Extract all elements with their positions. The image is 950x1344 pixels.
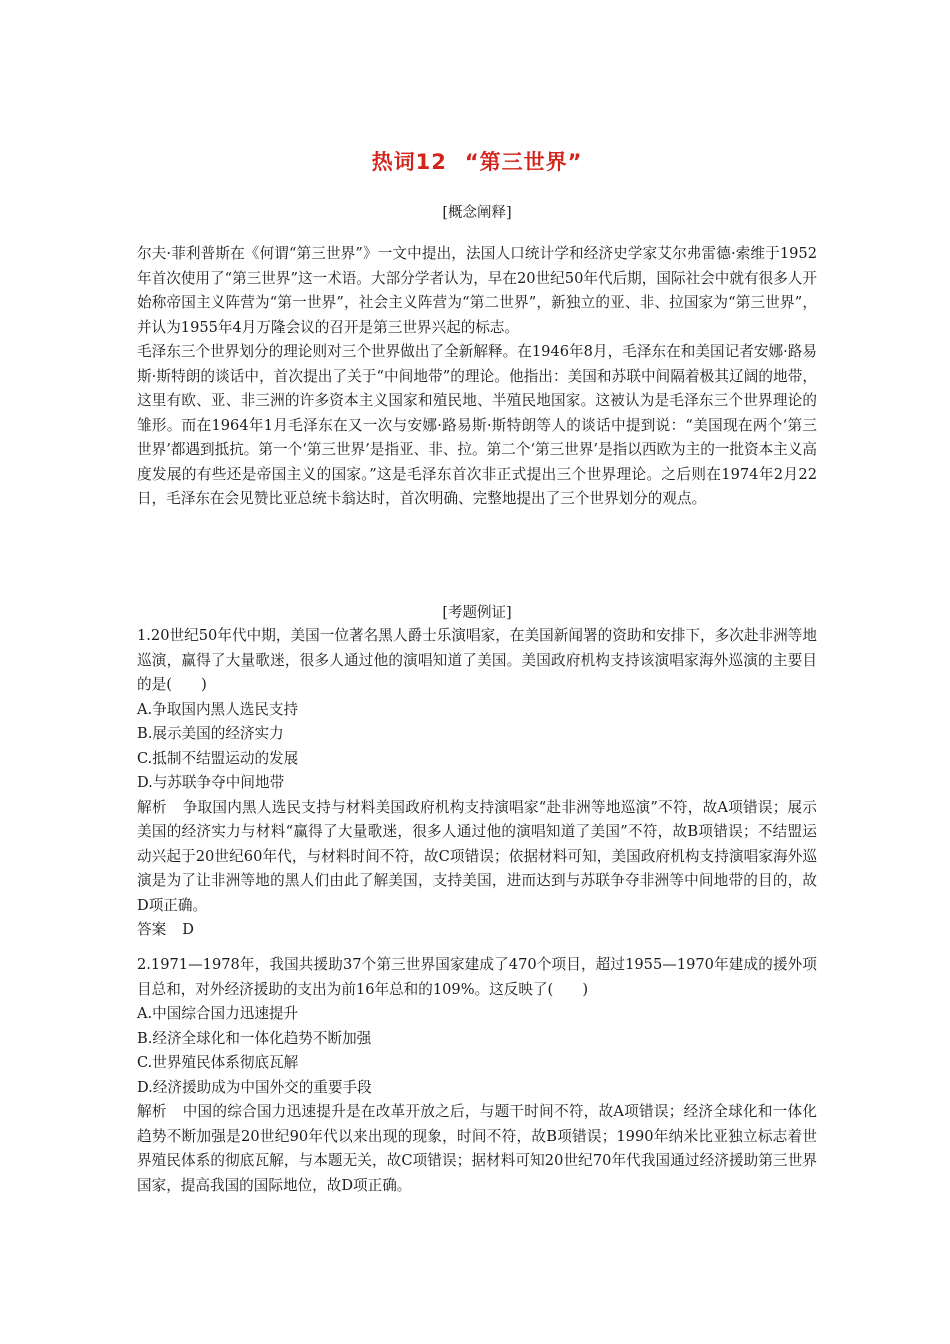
- question-1-analysis: [137, 796, 817, 919]
- question-2-option-d: D.经济援助成为中国外交的重要手段: [137, 1078, 372, 1096]
- concept-heading: [概念阐释]: [442, 205, 512, 221]
- title-term: “第三世界”: [464, 150, 583, 174]
- question-1-answer: [137, 918, 817, 943]
- question-2-analysis: [137, 1100, 817, 1198]
- question-1: [137, 624, 817, 943]
- concept-paragraph-1: 尔夫·菲利普斯在《何谓“第三世界”》一文中提出，法国人口统计学和经济史学家艾尔弗雷德·索维于1952年首次使用了“第三世界”这一术语。大部分学者认为，早在20世纪50年代后期，国际社会中就有很多人开始称帝国主义阵营为“第一世界”，社会主义阵营为“第二世界”，新独立的亚、非、拉国家为“第三世界”，并认为1955年4月万隆会议的召开是第三世界兴起的标志。: [137, 245, 817, 336]
- question-2-analysis-label: 解析: [137, 1103, 167, 1120]
- question-1-option-d: D.与苏联争夺中间地带: [137, 774, 285, 791]
- question-1-stem: 1.20世纪50年代中期，美国一位著名黑人爵士乐演唱家，在美国新闻署的资助和安排下，多次赴非洲等地巡演，赢得了大量歌迷，很多人通过他的演唱知道了美国。美国政府机构支持该演唱家海外巡演的主要目的是( ): [137, 627, 817, 693]
- question-2-option-c: C.世界殖民体系彻底瓦解: [137, 1054, 299, 1071]
- question-1-answer-label: 答案: [137, 921, 167, 938]
- question-1-analysis-label: 解析: [137, 798, 167, 816]
- page-title: [137, 146, 817, 176]
- question-2: [137, 953, 817, 1198]
- title-hot-word: 热词12: [371, 150, 447, 174]
- question-2-option-b: B.经济全球化和一体化趋势不断加强: [137, 1029, 372, 1047]
- exam-heading: [考题例证]: [442, 605, 512, 621]
- concept-section: [137, 242, 817, 512]
- question-1-option-c: C.抵制不结盟运动的发展: [137, 749, 299, 767]
- question-1-analysis-text: 争取国内黑人选民支持与材料美国政府机构支持演唱家“赴非洲等地巡演”不符，故A项错误；展示美国的经济实力与材料“赢得了大量歌迷，很多人通过他的演唱知道了美国”不符，故B项错误；不结盟运动兴起于20世纪60年代，与材料时间不符，故C项错误；依据材料可知，美国政府机构支持演唱家海外巡演是为了让非洲等地的黑人们由此了解美国，支持美国，进而达到与苏联争夺非洲等中间地带的目的，故D项正确。: [137, 798, 817, 914]
- question-1-option-b: B.展示美国的经济实力: [137, 725, 284, 742]
- question-2-option-a: A.中国综合国力迅速提升: [137, 1005, 299, 1022]
- question-2-analysis-text: 中国的综合国力迅速提升是在改革开放之后，与题干时间不符，故A项错误；经济全球化和一体化趋势不断加强是20世纪90年代以来出现的现象，时间不符，故B项错误；1990年纳米比亚独立标志着世界殖民体系的彻底瓦解，与本题无关，故C项错误；据材料可知20世纪70年代我国通过经济援助第三世界国家，提高我国的国际地位，故D项正确。: [137, 1103, 817, 1194]
- question-1-answer-value: D: [182, 921, 194, 938]
- question-1-option-a: A.争取国内黑人选民支持: [137, 700, 299, 718]
- question-2-stem: 2.1971—1978年，我国共援助37个第三世界国家建成了470个项目，超过1955—1970年建成的援外项目总和，对外经济援助的支出为前16年总和的109%。这反映了( ): [137, 956, 817, 998]
- concept-paragraph-2: 毛泽东三个世界划分的理论则对三个世界做出了全新解释。在1946年8月，毛泽东在和美国记者安娜·路易斯·斯特朗的谈话中，首次提出了关于“中间地带”的理论。他指出：美国和苏联中间隔着极其辽阔的地带，这里有欧、亚、非三洲的许多资本主义国家和殖民地、半殖民地国家。这被认为是毛泽东三个世界理论的雏形。而在1964年1月毛泽东在又一次与安娜·路易斯·斯特朗等人的谈话中提到说：“美国现在两个‘第三世界’都遇到抵抗。第一个‘第三世界’是指亚、非、拉。第二个‘第三世界’是指以西欧为主的一批资本主义高度发展的有些还是帝国主义的国家。”这是毛泽东首次非正式提出三个世界理论。之后则在1974年2月22日，毛泽东在会见赞比亚总统卡翁达时，首次明确、完整地提出了三个世界划分的观点。: [137, 343, 817, 507]
